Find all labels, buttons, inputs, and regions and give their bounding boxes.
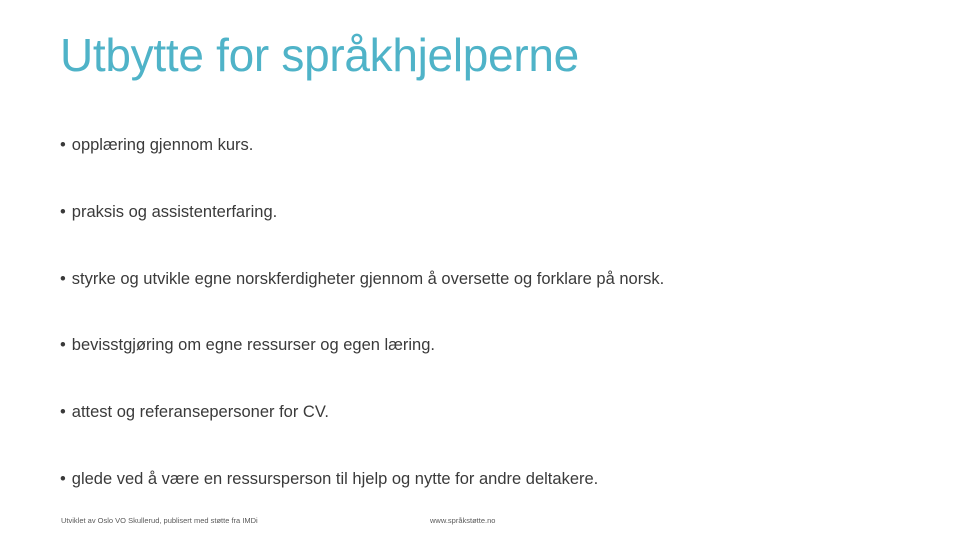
bullet-item <box>60 403 329 422</box>
bullet-item <box>60 203 277 222</box>
bullet-marker: • <box>60 470 66 488</box>
bullet-marker: • <box>60 270 66 288</box>
bullet-marker: • <box>60 403 66 421</box>
bullet-item <box>60 136 253 155</box>
bullet-text: glede ved å være en ressursperson til hjelp og nytte for andre deltakere. <box>71 470 599 488</box>
bullet-text: praksis og assistenterfaring. <box>71 203 278 221</box>
bullet-item <box>60 336 435 355</box>
bullet-text: styrke og utvikle egne norskferdigheter gjennom å oversette og forklare på norsk. <box>71 270 665 288</box>
slide-title: Utbytte for språkhjelperne <box>60 29 579 81</box>
bullet-marker: • <box>60 136 66 154</box>
footer-credit: Utviklet av Oslo VO Skullerud, publisert med støtte fra IMDi <box>61 516 258 525</box>
bullet-text: opplæring gjennom kurs. <box>71 136 254 154</box>
footer-website: www.språkstøtte.no <box>430 516 496 525</box>
bullet-item <box>60 270 664 289</box>
bullet-item <box>60 470 598 489</box>
bullet-marker: • <box>60 336 66 354</box>
bullet-marker: • <box>60 203 66 221</box>
bullet-text: attest og referansepersoner for CV. <box>71 403 329 421</box>
bullet-text: bevisstgjøring om egne ressurser og egen læring. <box>71 336 435 354</box>
